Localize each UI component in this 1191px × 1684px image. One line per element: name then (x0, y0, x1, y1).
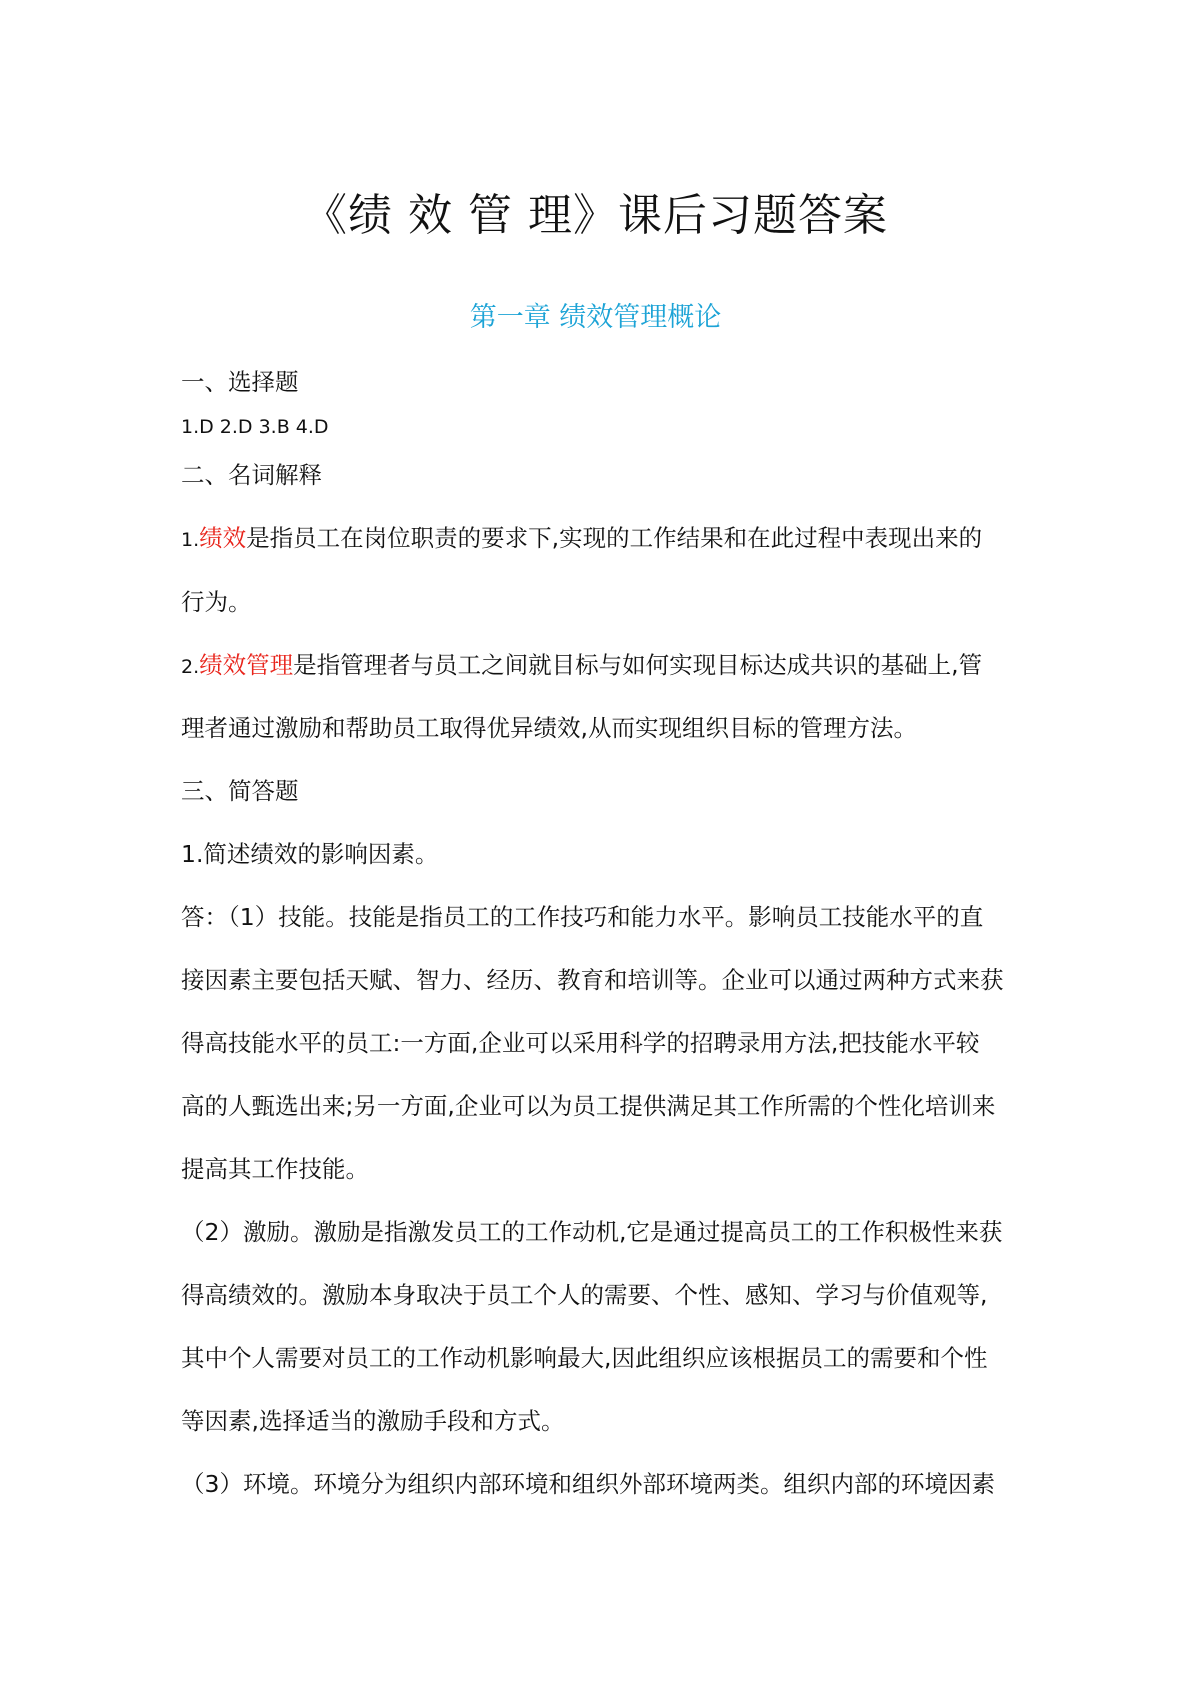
term-1-definition: 是指员工在岗位职责的要求下,实现的工作结果和在此过程中表现出来的 (246, 524, 983, 552)
term-1-line-1 (181, 521, 1021, 557)
answer-line: 高的人甄选出来;另一方面,企业可以为员工提供满足其工作所需的个性化培训来 (181, 1092, 996, 1120)
term-2-number: 2. (181, 656, 200, 678)
term-1-keyword: 绩效 (199, 524, 247, 552)
section-heading-short-answer: 三、简答题 (181, 777, 299, 805)
answer-line: 其中个人需要对员工的工作动机影响最大,因此组织应该根据员工的需要和个性 (181, 1344, 988, 1372)
chapter-title: 第一章 绩效管理概论 (469, 302, 722, 333)
choice-answers: 1.D 2.D 3.B 4.D (181, 416, 329, 438)
answer-line: 得高技能水平的员工:一方面,企业可以采用科学的招聘录用方法,把技能水平较 (181, 1029, 980, 1057)
answer-line: （3）环境。环境分为组织内部环境和组织外部环境两类。组织内部的环境因素 (181, 1470, 995, 1498)
answer-line: 答：（1）技能。技能是指员工的工作技巧和能力水平。影响员工技能水平的直 (181, 903, 984, 931)
answer-line: 得高绩效的。激励本身取决于员工个人的需要、个性、感知、学习与价值观等, (181, 1281, 988, 1309)
answer-line: 接因素主要包括天赋、智力、经历、教育和培训等。企业可以通过两种方式来获 (181, 966, 1004, 994)
document-title: 《绩 效 管 理》课后习题答案 (303, 190, 888, 241)
answer-line: 等因素,选择适当的激励手段和方式。 (181, 1407, 565, 1435)
term-2-line-2: 理者通过激励和帮助员工取得优异绩效,从而实现组织目标的管理方法。 (181, 714, 917, 742)
term-1-number: 1. (181, 529, 200, 551)
term-2-keyword: 绩效管理 (199, 651, 294, 679)
answer-line: （2）激励。激励是指激发员工的工作动机,它是通过提高员工的工作积极性来获 (181, 1218, 1003, 1246)
question-1: 1.简述绩效的影响因素。 (181, 840, 439, 868)
section-heading-choice: 一、选择题 (181, 368, 299, 396)
term-2-definition: 是指管理者与员工之间就目标与如何实现目标达成共识的基础上,管 (293, 651, 983, 679)
term-2-line-1 (181, 648, 1021, 684)
answer-line: 提高其工作技能。 (181, 1155, 369, 1183)
section-heading-terms: 二、名词解释 (181, 461, 322, 489)
term-1-line-2: 行为。 (181, 588, 252, 616)
